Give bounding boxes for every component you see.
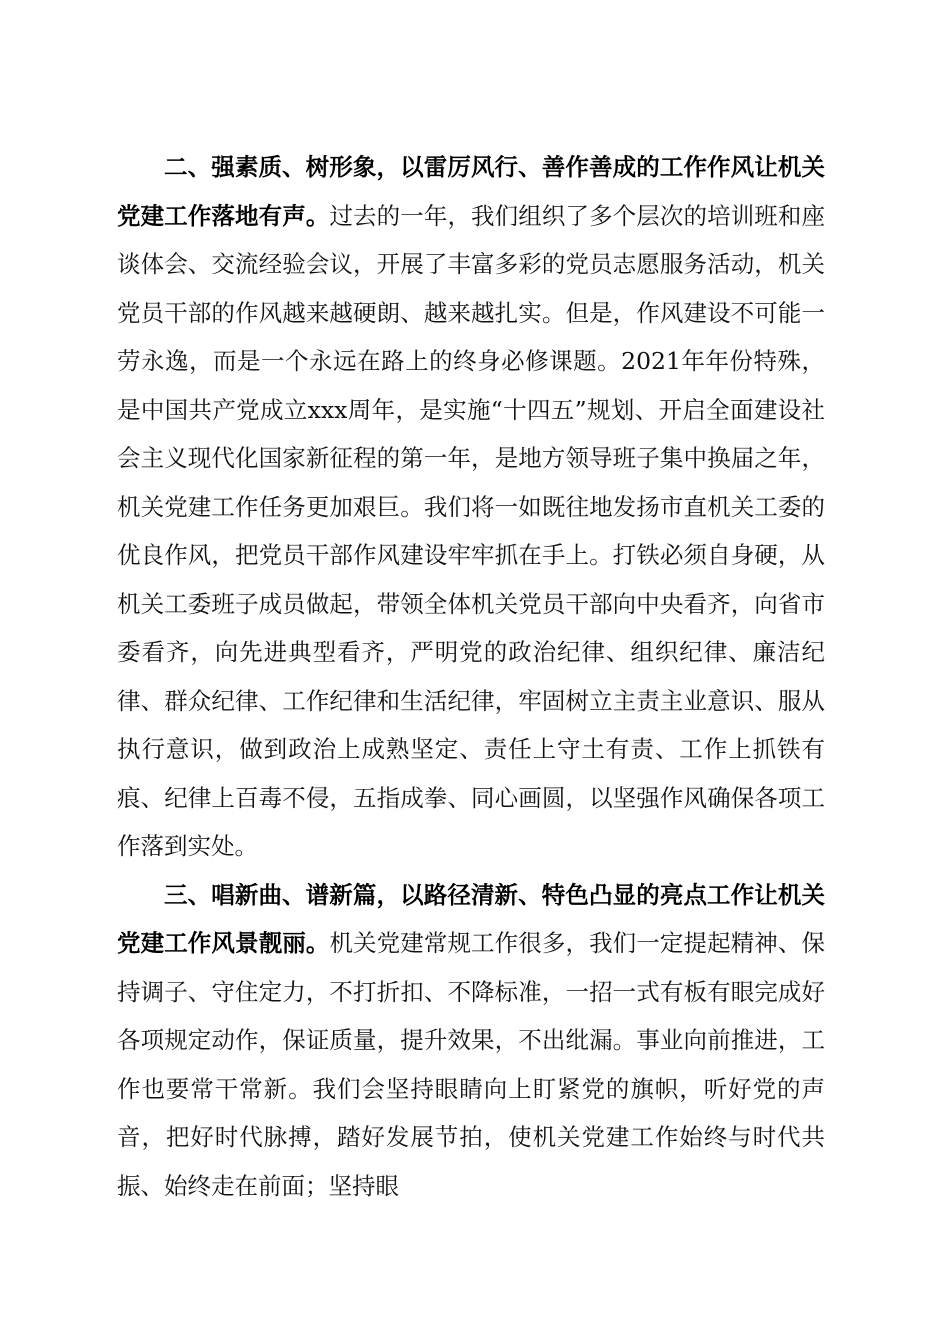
paragraph-section-two <box>117 143 825 871</box>
section-three-heading: 三、唱新曲、谱新篇，以路径清新、特色凸显的亮点工作让机关党建工作风景靓丽。 <box>117 880 825 957</box>
section-two-body: 过去的一年，我们组织了多个层次的培训班和座谈体会、交流经验会议，开展了丰富多彩的党员志愿服务活动，机关党员干部的作风越来越硬朗、越来越扎实。但是，作风建设不可能一劳永逸，而是一个永远在路上的终身必修课题。2021年年份特殊，是中国共产党成立xxx周年，是实施“十四五”规划、开启全面建设社会主义现代化国家新征程的第一年，是地方领导班子集中换届之年，机关党建工作任务更加艰巨。我们将一如既往地发扬市直机关工委的优良作风，把党员干部作风建设牢牢抓在手上。打铁必须自身硬，从机关工委班子成员做起，带领全体机关党员干部向中央看齐，向省市委看齐，向先进典型看齐，严明党的政治纪律、组织纪律、廉洁纪律、群众纪律、工作纪律和生活纪律，牢固树立主责主业意识、服从执行意识，做到政治上成熟坚定、责任上守土有责、工作上抓铁有痕、纪律上百毒不侵，五指成拳、同心画圆，以坚强作风确保各项工作落到实处。 <box>117 201 826 860</box>
paragraph-section-three <box>117 871 825 1211</box>
section-two-heading: 二、强素质、树形象，以雷厉风行、善作善成的工作作风让机关党建工作落地有声。 <box>117 153 825 230</box>
section-three-body: 机关党建常规工作很多，我们一定提起精神、保持调子、守住定力，不打折扣、不降标准，一招一式有板有眼完成好各项规定动作，保证质量，提升效果，不出纰漏。事业向前推进，工作也要常干常新。我们会坚持眼睛向上盯紧党的旗帜，听好党的声音，把好时代脉搏，踏好发展节拍，使机关党建工作始终与时代共振、始终走在前面；坚持眼 <box>117 929 826 1200</box>
document-body <box>117 143 825 1210</box>
